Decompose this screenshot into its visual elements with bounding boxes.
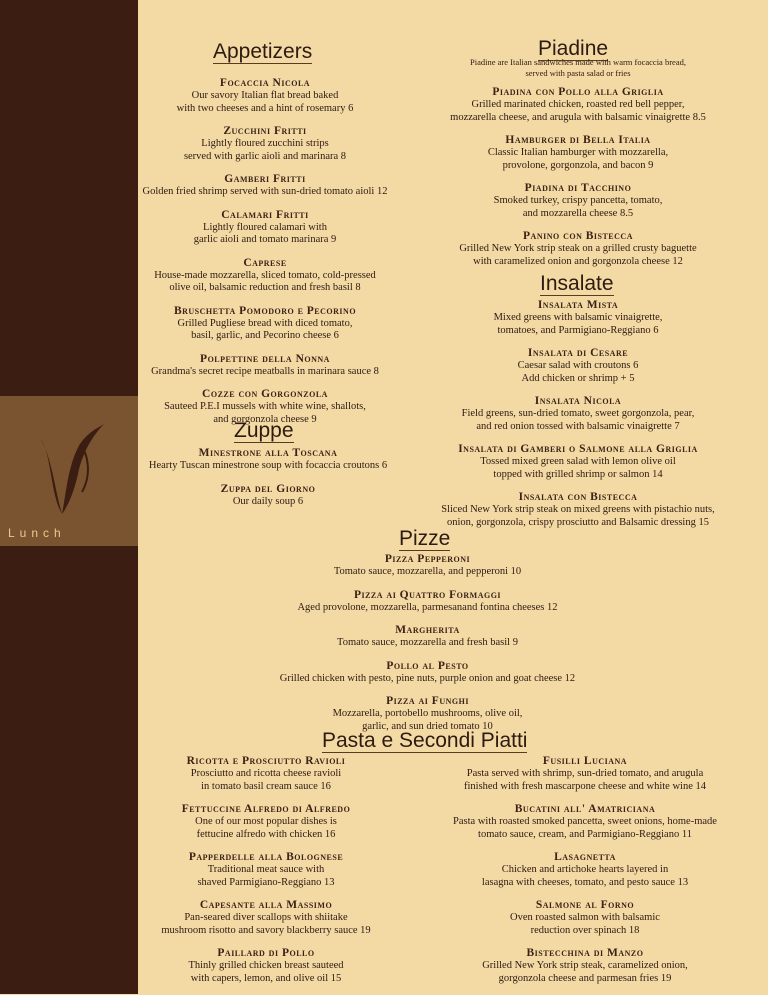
lunch-label: Lunch <box>8 526 66 540</box>
item-desc: Tossed mixed green salad with lemon olive oil topped with grilled shrimp or salmon 14 <box>480 456 676 480</box>
item-name: Lasagnetta <box>554 851 616 863</box>
menu-item <box>440 851 730 889</box>
item-name: Focaccia Nicola <box>219 77 311 89</box>
menu-item <box>140 353 390 379</box>
item-name: Pizza ai Funghi <box>386 695 469 707</box>
item-desc: House-made mozzarella, sliced tomato, cold-pressed olive oil, balsamic reduction and fresh basil 8 <box>154 269 376 293</box>
item-name: Panino con Bistecca <box>523 230 633 242</box>
menu-item <box>428 86 728 124</box>
insalate-title: Insalate <box>540 272 614 295</box>
leaf-monogram-icon <box>22 414 112 524</box>
menu-item <box>428 443 728 481</box>
item-desc: Lightly floured zucchini strips served with garlic aioli and marinara 8 <box>183 138 347 162</box>
item-desc: Pasta served with shrimp, sun-dried tomato, and arugula finished with fresh mascarpone cheese and white wine 14 <box>463 768 706 792</box>
item-desc: Prosciutto and ricotta cheese ravioli in tomato basil cream sauce 16 <box>190 768 342 792</box>
menu-item <box>140 173 390 199</box>
item-desc: Grandma's secret recipe meatballs in marinara sauce 8 <box>151 365 379 377</box>
menu-item <box>428 182 728 220</box>
menu-item <box>140 447 396 473</box>
item-name: Gamberi Fritti <box>224 173 306 185</box>
item-name: Insalata di Cesare <box>527 347 629 359</box>
item-desc: Tomato sauce, mozzarella and fresh basil 9 <box>337 637 518 648</box>
item-name: Minestrone alla Toscana <box>198 447 338 459</box>
item-name: Zucchini Fritti <box>223 125 307 137</box>
menu-item <box>428 395 728 433</box>
item-name: Bruschetta Pomodoro e Pecorino <box>173 304 357 317</box>
menu-item <box>240 553 615 579</box>
item-name: Calamari Fritti <box>221 208 309 221</box>
item-desc: Grilled chicken with pesto, pine nuts, purple onion and goat cheese 12 <box>279 672 576 684</box>
menu-item <box>240 589 615 615</box>
item-desc: Field greens, sun-dried tomato, sweet gorgonzola, pear, and red onion tossed with balsamic vinaigrette 7 <box>461 408 695 432</box>
menu-item <box>428 134 728 172</box>
item-name: Insalata con Bistecca <box>518 491 638 503</box>
menu-item <box>440 755 730 793</box>
item-desc: Golden fried shrimp served with sun-dried tomato aioli 12 <box>142 186 388 197</box>
zuppe-title: Zuppe <box>234 419 294 442</box>
item-name: Zuppa del Giorno <box>220 482 316 495</box>
item-desc: Grilled New York strip steak on a grilled crusty baguette with caramelized onion and gorgonzola cheese 12 <box>459 243 697 267</box>
item-name: Bistecchina di Manzo <box>526 947 644 959</box>
item-desc: Mixed greens with balsamic vinaigrette, tomatoes, and Parmigiano-Reggiano 6 <box>493 312 663 336</box>
item-desc: Pan-seared diver scallops with shiitake mushroom risotto and savory blackberry sauce 19 <box>161 912 371 936</box>
piadine-note: Piadine are Italian sandwiches made with warm focaccia bread, served with pasta salad or fries <box>470 57 686 78</box>
menu-item <box>150 851 382 889</box>
item-desc: Hearty Tuscan minestrone soup with focaccia croutons 6 <box>148 460 388 471</box>
item-name: Insalata Mista <box>537 299 619 311</box>
item-name: Salmone al Forno <box>535 899 635 911</box>
item-name: Ricotta e Prosciutto Ravioli <box>186 755 346 767</box>
item-name: Bucatini all' Amatriciana <box>514 803 656 815</box>
item-desc: Mozzarella, portobello mushrooms, olive oil, garlic, and sun dried tomato 10 <box>332 708 523 732</box>
item-name: Cozze con Gorgonzola <box>202 388 328 400</box>
appetizers-title: Appetizers <box>213 40 313 63</box>
item-desc: Traditional meat sauce with shaved Parmigiano-Reggiano 13 <box>197 864 335 888</box>
menu-item <box>150 803 382 841</box>
item-name: Piadina di Tacchino <box>524 182 632 194</box>
menu-item <box>150 947 382 985</box>
pasta-right-list <box>440 755 730 995</box>
item-name: Papperdelle alla Bolognese <box>188 851 344 863</box>
item-name: Pizza Pepperoni <box>384 553 471 565</box>
menu-item <box>150 755 382 793</box>
menu-item <box>440 899 730 937</box>
menu-item <box>140 483 396 509</box>
menu-item <box>428 491 728 529</box>
lunch-badge <box>0 396 138 546</box>
menu-item <box>140 257 390 295</box>
item-desc: Aged provolone, mozzarella, parmesanand fontina cheeses 12 <box>297 601 558 613</box>
item-desc: Classic Italian hamburger with mozzarella, provolone, gorgonzola, and bacon 9 <box>487 147 669 171</box>
item-desc: Lightly floured calamari with garlic aioli and tomato marinara 9 <box>193 221 337 245</box>
menu-item <box>240 624 615 650</box>
menu-item <box>140 125 390 163</box>
menu-item <box>428 299 728 337</box>
item-name: Capesante alla Massimo <box>199 899 333 911</box>
item-desc: Pasta with roasted smoked pancetta, sweet onions, home-made tomato sauce, cream, and Parmigiano-Reggiano 11 <box>453 816 717 840</box>
item-desc: Grilled marinated chicken, roasted red bell pepper, mozzarella cheese, and arugula with balsamic vinaigrette 8.5 <box>450 99 706 123</box>
pizze-list <box>240 553 615 743</box>
menu-item <box>140 77 390 115</box>
item-name: Fettuccine Alfredo di Alfredo <box>181 803 351 815</box>
piadine-list <box>428 86 728 278</box>
item-name: Insalata Nicola <box>534 395 622 407</box>
pasta-left-list <box>150 755 382 995</box>
item-desc: Sauteed P.E.I mussels with white wine, shallots, and gorgonzola cheese 9 <box>164 401 366 425</box>
menu-item <box>440 803 730 841</box>
menu-item <box>150 899 382 937</box>
pizze-title: Pizze <box>399 527 451 550</box>
item-desc: Tomato sauce, mozzarella, and pepperoni 10 <box>333 566 522 577</box>
item-desc: Our savory Italian flat bread baked with two cheeses and a hint of rosemary 6 <box>176 90 354 114</box>
menu-item <box>440 947 730 985</box>
menu-item <box>140 305 390 343</box>
menu-item <box>428 230 728 268</box>
item-name: Caprese <box>243 256 287 269</box>
item-name: Piadina con Pollo alla Griglia <box>492 86 664 98</box>
item-name: Fusilli Luciana <box>542 755 628 767</box>
menu-item <box>240 660 615 686</box>
item-desc: Our daily soup 6 <box>232 495 304 507</box>
menu-item <box>140 209 390 247</box>
item-name: Polpettine della Nonna <box>200 352 330 365</box>
insalate-list <box>428 299 728 539</box>
item-name: Pizza ai Quattro Formaggi <box>353 588 502 601</box>
item-name: Insalata di Gamberi o Salmone alla Griglia <box>458 443 698 455</box>
item-name: Pollo al Pesto <box>386 659 469 672</box>
item-desc: Caesar salad with croutons 6 Add chicken or shrimp + 5 <box>517 360 639 384</box>
pasta-title: Pasta e Secondi Piatti <box>322 729 528 752</box>
appetizers-list <box>140 77 390 436</box>
item-desc: Sliced New York strip steak on mixed greens with pistachio nuts, onion, gorgonzola, crispy prosciutto and Balsamic dressing 15 <box>441 504 715 528</box>
item-desc: One of our most popular dishes is fettucine alfredo with chicken 16 <box>195 816 337 840</box>
item-name: Hamburger di Bella Italia <box>505 134 651 146</box>
item-desc: Chicken and artichoke hearts layered in lasagna with cheeses, tomato, and pesto sauce 13 <box>481 864 689 888</box>
item-desc: Grilled Pugliese bread with diced tomato, basil, garlic, and Pecorino cheese 6 <box>177 317 353 341</box>
item-desc: Grilled New York strip steak, caramelized onion, gorgonzola cheese and parmesan fries 19 <box>482 960 688 984</box>
item-name: Margherita <box>395 624 460 636</box>
item-name: Paillard di Pollo <box>217 947 315 959</box>
item-desc: Oven roasted salmon with balsamic reduction over spinach 18 <box>510 912 660 936</box>
item-desc: Smoked turkey, crispy pancetta, tomato, and mozzarella cheese 8.5 <box>493 195 663 219</box>
item-desc: Thinly grilled chicken breast sauteed with capers, lemon, and olive oil 15 <box>188 960 344 984</box>
piadine-title: Piadine <box>538 37 609 60</box>
menu-item <box>428 347 728 385</box>
menu-item <box>240 695 615 733</box>
zuppe-list <box>140 447 396 518</box>
